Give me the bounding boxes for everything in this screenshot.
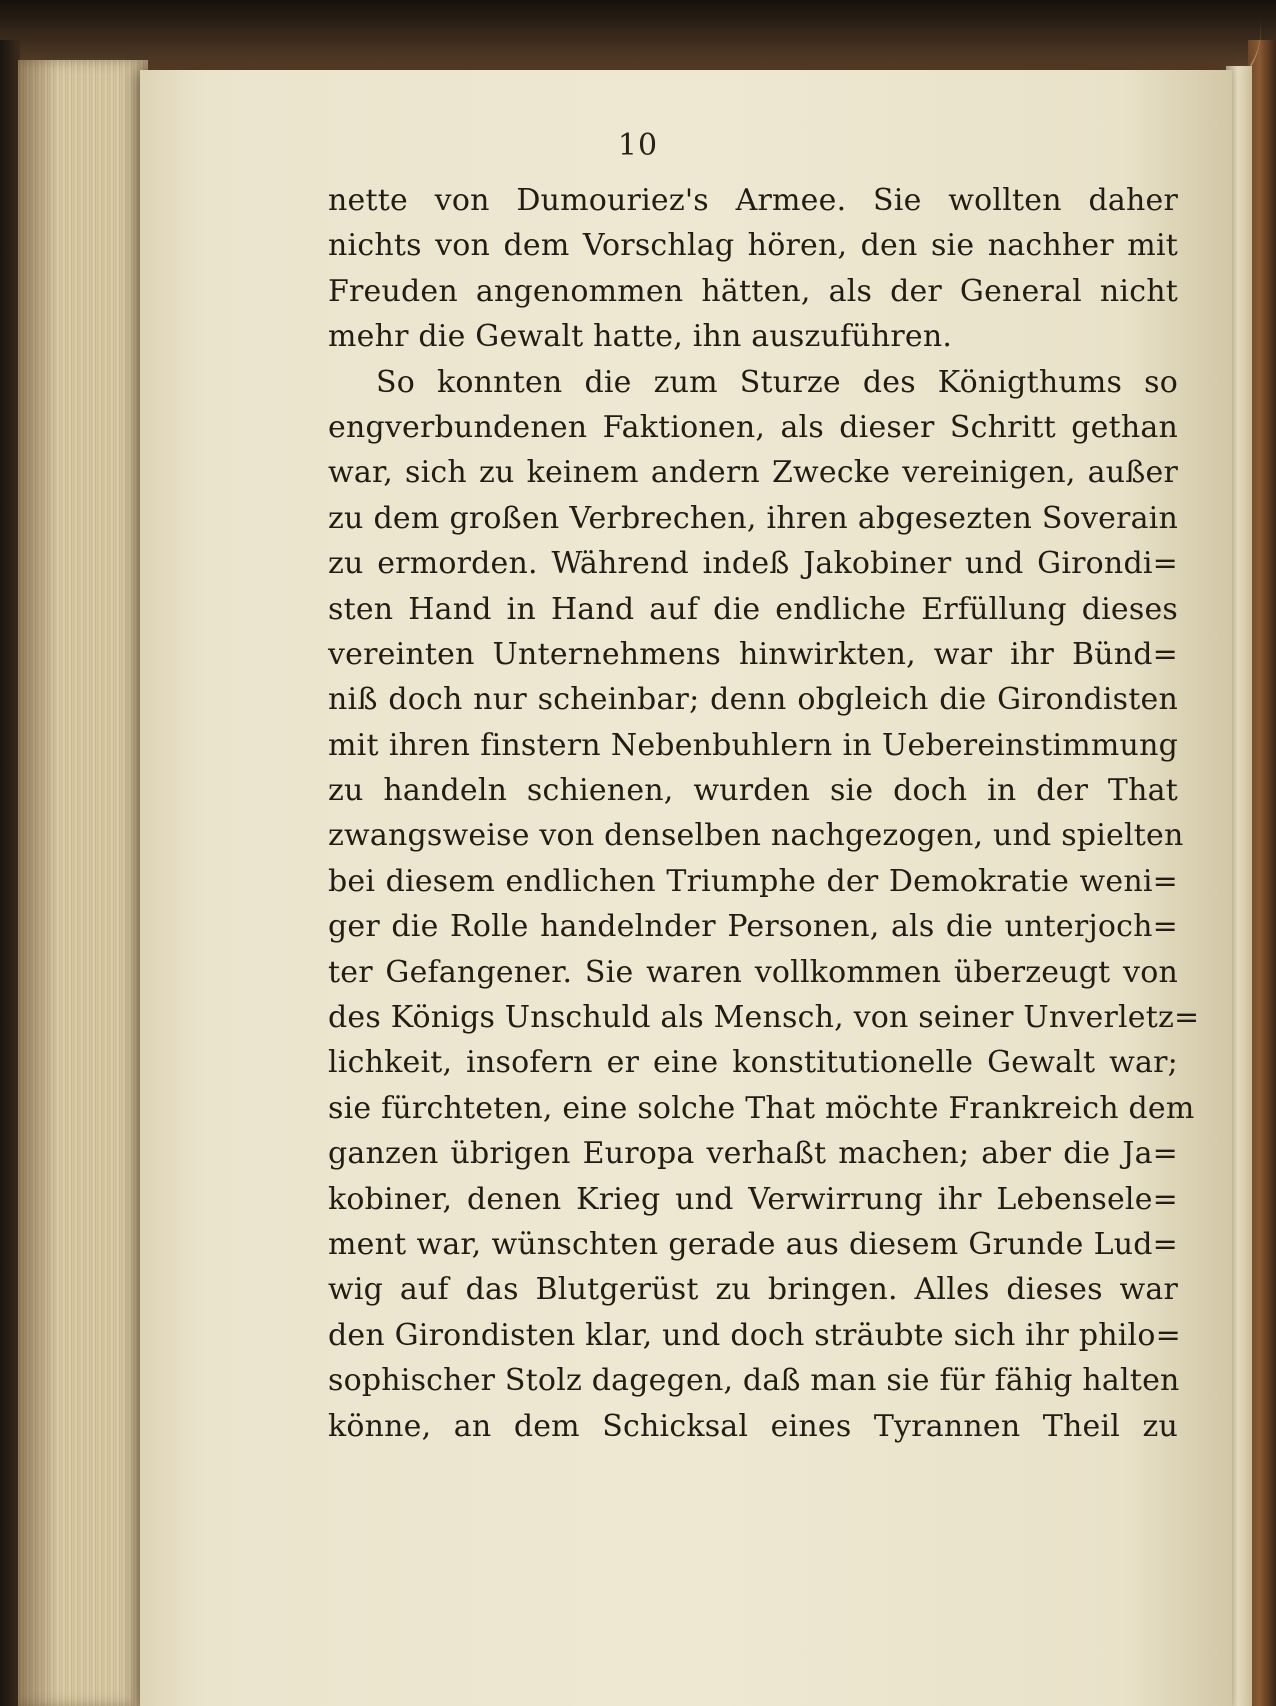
text-line: niß doch nur scheinbar; denn obgleich die Girondisten — [328, 682, 1178, 718]
book-cover-top — [0, 0, 1276, 70]
text-line: des Königs Unschuld als Mensch, von seiner Unverletz= — [328, 1000, 1200, 1036]
text-line: vereinten Unternehmens hinwirkten, war ihr Bünd= — [328, 636, 1178, 672]
text-line: sten Hand in Hand auf die endliche Erfüllung dieses — [328, 591, 1178, 627]
text-line: wig auf das Blutgerüst zu bringen. Alles dieses war — [328, 1272, 1178, 1308]
text-line: sophischer Stolz dagegen, daß man sie für fähig halten — [328, 1363, 1180, 1399]
text-line: sie fürchteten, eine solche That möchte Frankreich dem — [328, 1090, 1195, 1126]
text-line: ganzen übrigen Europa verhaßt machen; aber die Ja= — [328, 1136, 1178, 1172]
book-cover-right — [1248, 40, 1276, 1706]
text-line: kobiner, denen Krieg und Verwirrung ihr Lebensele= — [328, 1181, 1178, 1217]
text-line: den Girondisten klar, und doch sträubte sich ihr philo= — [328, 1317, 1181, 1353]
text-line: ter Gefangener. Sie waren vollkommen überzeugt von — [328, 954, 1178, 990]
text-line: nichts von dem Vorschlag hören, den sie nachher mit — [328, 228, 1178, 264]
text-line: bei diesem endlichen Triumphe der Demokratie weni= — [328, 863, 1178, 899]
text-line: ger die Rolle handelnder Personen, als die unterjoch= — [328, 909, 1178, 945]
text-line: lichkeit, insofern er eine konstitutionelle Gewalt war; — [328, 1045, 1178, 1081]
text-line: könne, an dem Schicksal eines Tyrannen Theil zu — [328, 1408, 1178, 1444]
text-line: nette von Dumouriez's Armee. Sie wollten daher — [328, 183, 1178, 218]
text-line: So konnten die zum Sturze des Königthums so — [376, 364, 1178, 400]
text-line: zu ermorden. Während indeß Jakobiner und Girondi= — [328, 546, 1178, 582]
text-line: zwangsweise von denselben nachgezogen, und spielten — [328, 818, 1184, 854]
text-line: war, sich zu keinem andern Zwecke vereinigen, außer — [328, 455, 1178, 491]
text-line: Freuden angenommen hätten, als der General nicht — [328, 273, 1178, 309]
book-cover-left — [0, 40, 20, 1706]
page-text — [328, 178, 1200, 1449]
text-line: mehr die Gewalt hatte, ihn auszuführen. — [328, 319, 953, 355]
text-line: ment war, wünschten gerade aus diesem Grunde Lud= — [328, 1226, 1178, 1262]
text-line: zu handeln schienen, wurden sie doch in der That — [328, 773, 1178, 809]
text-line: mit ihren finstern Nebenbuhlern in Uebereinstimmung — [328, 727, 1178, 763]
page-number: 10 — [617, 128, 659, 163]
text-line: engverbundenen Faktionen, als dieser Schritt gethan — [328, 409, 1178, 445]
page-edges-shadow — [18, 60, 58, 1706]
text-line: zu dem großen Verbrechen, ihren abgesezten Soverain — [328, 500, 1178, 536]
